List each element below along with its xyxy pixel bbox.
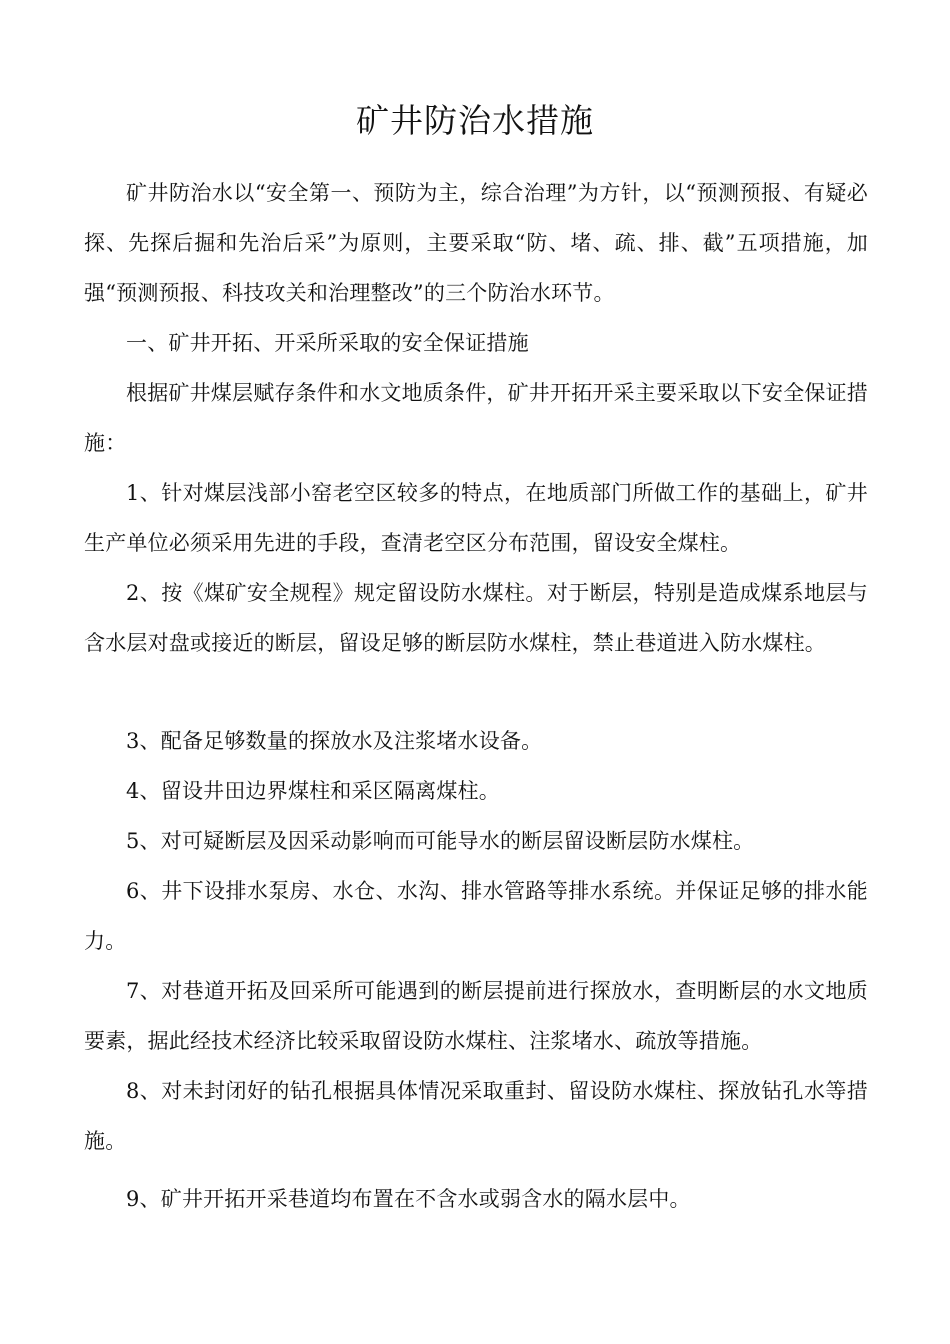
measure-item-3: 3、配备足够数量的探放水及注浆堵水设备。 bbox=[126, 729, 543, 753]
intro-paragraph: 矿井防治水以“安全第一、预防为主，综合治理”为方针，以“预测预报、有疑必探、先探后掘和先治后采”为原则，主要采取“防、堵、疏、排、截”五项措施，加强“预测预报、科技攻关和治理整改”的三个防治水环节。 bbox=[84, 181, 868, 305]
section-intro-paragraph: 根据矿井煤层赋存条件和水文地质条件，矿井开拓开采主要采取以下安全保证措施： bbox=[84, 381, 868, 455]
measure-item-5: 5、对可疑断层及因采动影响而可能导水的断层留设断层防水煤柱。 bbox=[126, 829, 755, 853]
measure-item-9: 9、矿井开拓开采巷道均布置在不含水或弱含水的隔水层中。 bbox=[126, 1187, 691, 1211]
document-title: 矿井防治水措施 bbox=[356, 101, 594, 140]
section-heading-1: 一、矿井开拓、开采所采取的安全保证措施 bbox=[126, 331, 529, 355]
measure-item-7: 7、对巷道开拓及回采所可能遇到的断层提前进行探放水，查明断层的水文地质要素，据此经技术经济比较采取留设防水煤柱、注浆堵水、疏放等措施。 bbox=[84, 979, 868, 1053]
measure-item-2: 2、按《煤矿安全规程》规定留设防水煤柱。对于断层，特别是造成煤系地层与含水层对盘或接近的断层，留设足够的断层防水煤柱，禁止巷道进入防水煤柱。 bbox=[84, 581, 868, 655]
measure-item-4: 4、留设井田边界煤柱和采区隔离煤柱。 bbox=[126, 779, 500, 803]
measure-item-6: 6、井下设排水泵房、水仓、水沟、排水管路等排水系统。并保证足够的排水能力。 bbox=[84, 879, 868, 953]
measure-item-8: 8、对未封闭好的钻孔根据具体情况采取重封、留设防水煤柱、探放钻孔水等措施。 bbox=[84, 1079, 868, 1153]
measure-item-1: 1、针对煤层浅部小窑老空区较多的特点，在地质部门所做工作的基础上，矿井生产单位必须采用先进的手段，查清老空区分布范围，留设安全煤柱。 bbox=[84, 481, 868, 555]
